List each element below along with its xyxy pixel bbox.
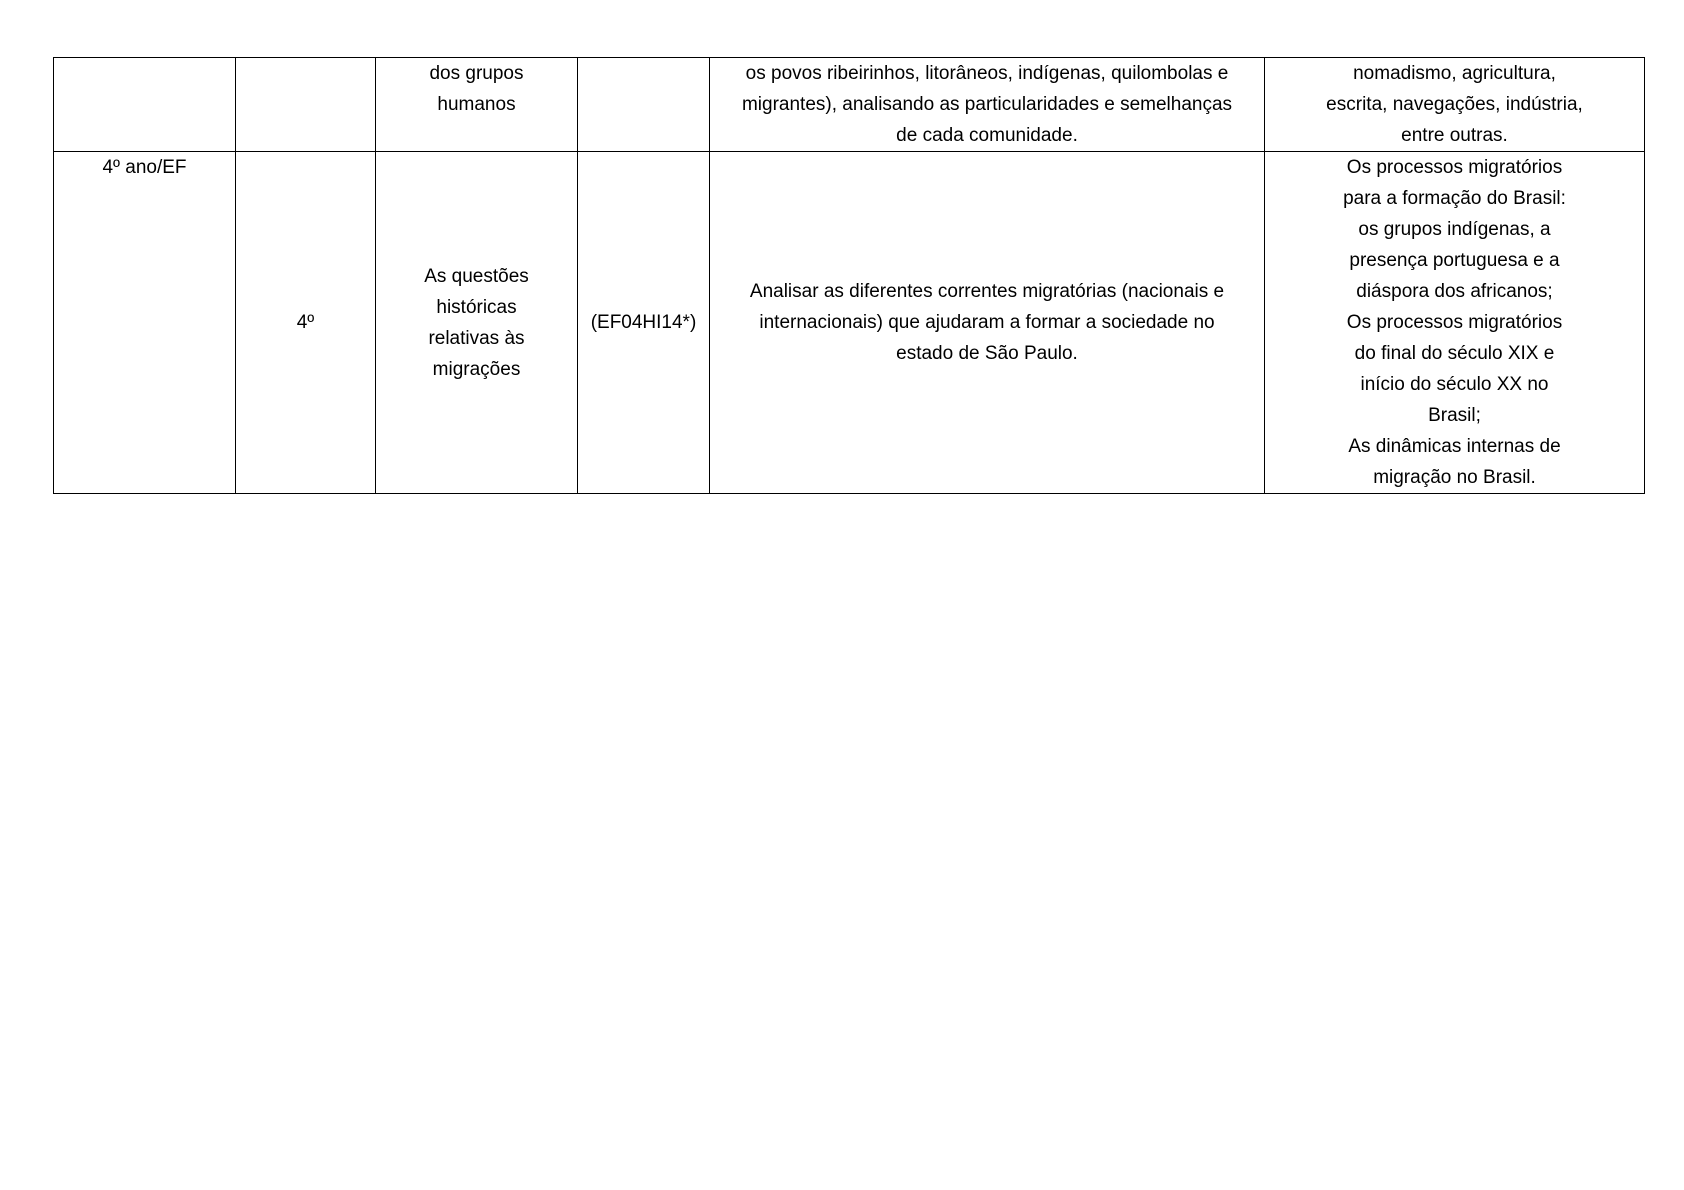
text-line: escrita, navegações, indústria, bbox=[1326, 94, 1583, 115]
cell-ano bbox=[54, 58, 236, 152]
cell-habilidade bbox=[710, 58, 1265, 152]
text-line: entre outras. bbox=[1401, 125, 1508, 146]
text-line: Os processos migratórios bbox=[1346, 157, 1563, 178]
curriculum-table bbox=[53, 57, 1645, 494]
table-row bbox=[54, 152, 1645, 494]
text-line: As questões bbox=[424, 265, 529, 287]
text-line: os povos ribeirinhos, litorâneos, indígenas, quilombolas e bbox=[745, 63, 1229, 84]
cell-bimestre bbox=[236, 58, 376, 152]
cell-codigo: (EF04HI14*) bbox=[578, 152, 710, 494]
text-line: dos grupos bbox=[429, 63, 524, 84]
text-line: Analisar as diferentes correntes migratórias (nacionais e bbox=[749, 281, 1225, 302]
text-line: de cada comunidade. bbox=[896, 125, 1078, 146]
cell-habilidade bbox=[710, 152, 1265, 494]
cell-bimestre: 4º bbox=[236, 152, 376, 494]
cell-objetos bbox=[1265, 58, 1645, 152]
text-line: nomadismo, agricultura, bbox=[1353, 63, 1556, 84]
cell-objetos bbox=[1265, 152, 1645, 494]
table-row bbox=[54, 58, 1645, 152]
text-line: internacionais) que ajudaram a formar a sociedade no bbox=[759, 312, 1215, 333]
text-line: do final do século XIX e bbox=[1354, 343, 1555, 364]
cell-codigo bbox=[578, 58, 710, 152]
text-line: históricas bbox=[436, 296, 517, 318]
text-line: estado de São Paulo. bbox=[896, 343, 1078, 364]
text-line: Brasil; bbox=[1428, 405, 1481, 426]
text-line: diáspora dos africanos; bbox=[1356, 281, 1553, 302]
text-line: presença portuguesa e a bbox=[1349, 250, 1560, 271]
text-line: início do século XX no bbox=[1360, 374, 1549, 395]
text-line: As dinâmicas internas de bbox=[1348, 436, 1561, 457]
text-line: humanos bbox=[437, 94, 516, 115]
text-line: migração no Brasil. bbox=[1373, 467, 1536, 488]
text-line: os grupos indígenas, a bbox=[1358, 219, 1551, 240]
cell-tema bbox=[376, 152, 578, 494]
cell-ano: 4º ano/EF bbox=[54, 152, 236, 494]
text-line: migrantes), analisando as particularidades e semelhanças bbox=[741, 94, 1233, 115]
text-line: migrações bbox=[432, 358, 521, 380]
text-line: para a formação do Brasil: bbox=[1343, 188, 1566, 209]
text-line: relativas às bbox=[428, 327, 525, 349]
text-line: Os processos migratórios bbox=[1346, 312, 1563, 333]
cell-tema bbox=[376, 58, 578, 152]
